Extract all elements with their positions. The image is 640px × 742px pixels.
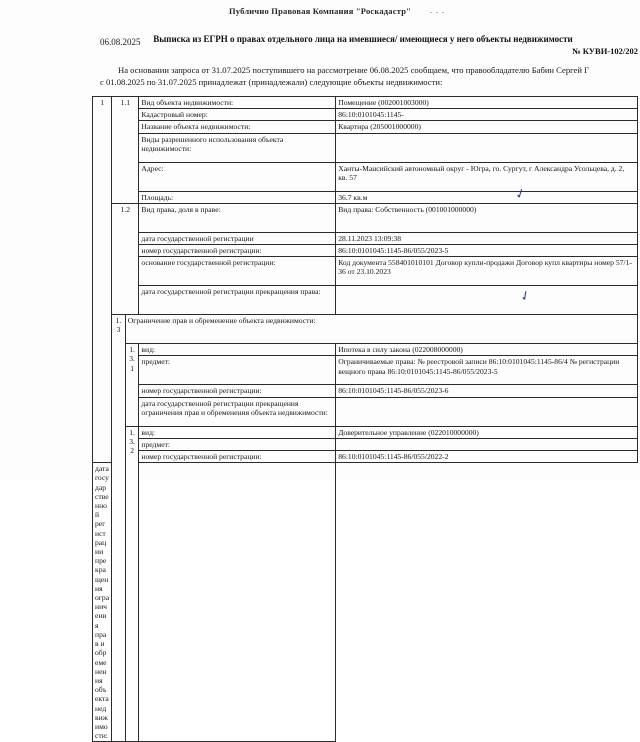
row-value: 28.11.2023 13:09:38 (336, 232, 638, 244)
table-row (93, 344, 638, 356)
header-dots: . . . (430, 6, 445, 15)
row-label: Вид объекта недвижимости: (139, 97, 336, 109)
table-row (93, 121, 638, 133)
section-number-cell: 1 (93, 97, 112, 463)
row-value (336, 133, 638, 162)
table-row (93, 463, 638, 742)
row-value: 86:10:0101045:1145- (336, 109, 638, 121)
row-label: Название объекта недвижимости: (139, 121, 336, 133)
table-row (93, 232, 638, 244)
table-row (93, 191, 638, 203)
row-label: основание государственной регистрации: (139, 257, 336, 286)
row-label: Виды разрешенного использования объекта недвижимости: (139, 133, 336, 162)
intro-line-2: с 01.08.2025 по 31.07.2025 принадлежат (принадлежали) следующие объекты недвижимости: (100, 77, 443, 87)
row-value: Квартира (205001000000) (336, 121, 638, 133)
row-value: Помещение (002001003000) (336, 97, 638, 109)
table-row (93, 426, 638, 438)
row-value: Ограничиваемые права: № реестровой записи 86:10:0101045:1145-86/4 № регистрации вещного права 86:10:0101045:1145-86/055/2023-5 (336, 356, 638, 385)
property-table (92, 96, 638, 742)
row-label: вид: (139, 426, 336, 438)
row-label: дата государственной регистрации прекращения права: (139, 286, 336, 315)
row-label: дата государственной регистрации (139, 232, 336, 244)
table-row (93, 438, 638, 450)
pen-mark-icon: ✓ (516, 286, 534, 305)
row-value: 86:10:0101045:1145-86/055/2023-6 (336, 385, 638, 397)
subgroup-number-1-3-1: 1.3.1 (125, 344, 139, 426)
table-row (93, 245, 638, 257)
row-value: Вид права: Собственность (001001000000) (336, 203, 638, 232)
row-label: Кадастровый номер: (139, 109, 336, 121)
table-row (93, 257, 638, 286)
row-label: предмет: (139, 438, 336, 450)
row-value: Ипотека в силу закона (022008000000) (336, 344, 638, 356)
table-row (93, 203, 638, 232)
table-row (93, 356, 638, 385)
row-label: дата государственной регистрации прекращения ограничения прав и обременения объекта недвижимости: (139, 397, 336, 426)
row-value: 86:10:0101045:1145-86/055/2023-5 (336, 245, 638, 257)
row-value (336, 397, 638, 426)
row-label: номер государственной регистрации: (139, 245, 336, 257)
subgroup-number-1-3-2: 1.3.2 (125, 426, 139, 742)
table-row (93, 97, 638, 109)
table-row (93, 133, 638, 162)
row-label: вид: (139, 344, 336, 356)
group-title-1-3: Ограничение прав и обременение объекта недвижимости: (125, 315, 637, 344)
document-date: 06.08.2025 (100, 37, 141, 47)
row-label: предмет: (139, 356, 336, 385)
pen-mark-icon: ✓ (512, 184, 528, 203)
group-number-1-3: 1.3 (112, 315, 126, 742)
row-value: Код документа 558401010101 Договор купли-продажи Договор купл квартиры номер 57/1-36 от 23.10.2023 (336, 257, 638, 286)
document-company-header: Публично Правовая Компания "Роскадастр" (228, 6, 412, 16)
table-row (93, 109, 638, 121)
row-value (139, 463, 336, 742)
row-label: Адрес: (139, 162, 336, 191)
table-row (93, 286, 638, 315)
row-label: номер государственной регистрации: (139, 451, 336, 463)
table-row (93, 315, 638, 344)
row-value (336, 438, 638, 450)
row-label: Вид права, доля в праве: (139, 203, 336, 232)
table-row (93, 162, 638, 191)
table-row (93, 451, 638, 463)
group-number-1-2: 1.2 (112, 203, 139, 314)
document-title: Выписка из ЕГРН о правах отдельного лица на имевшиеся/ имеющиеся у него объекты недвижимости (153, 34, 573, 44)
row-value: 36.7 кв.м (336, 191, 638, 203)
row-label: номер государственной регистрации: (139, 385, 336, 397)
row-value: 86:10:0101045:1145-86/055/2022-2 (336, 451, 638, 463)
row-value: Доверительное управление (022010000000) (336, 426, 638, 438)
document-number: № КУВИ-102/202 (572, 46, 638, 56)
table-row (93, 385, 638, 397)
row-label: Площадь: (139, 191, 336, 203)
table-row (93, 397, 638, 426)
row-label: дата государственной регистрации прекращения ограничения прав и обременения объекта недвижимости: (93, 463, 112, 742)
row-value: Ханты-Мансийский автономный округ - Югра, го. Сургут, г Александра Усольцева, д. 2, кв. 57 (336, 162, 638, 191)
row-value (336, 286, 638, 315)
document-intro (100, 64, 638, 88)
intro-line-1: На основании запроса от 31.07.2025 поступившего на рассмотрение 06.08.2025 сообщаем, что правообладателю Бабин Сергей Г (118, 65, 590, 75)
group-number-1-1: 1.1 (112, 97, 139, 204)
